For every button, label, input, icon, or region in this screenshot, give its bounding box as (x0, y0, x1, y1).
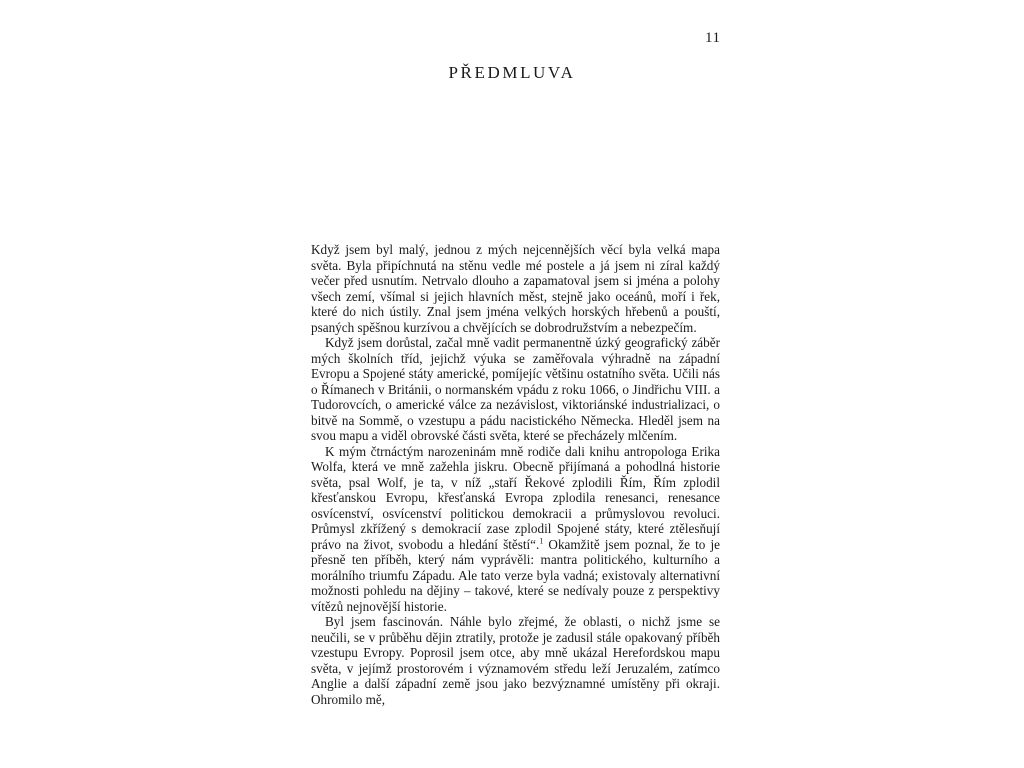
chapter-title: PŘEDMLUVA (448, 63, 576, 82)
page-number: 11 (705, 30, 721, 46)
paragraph: Byl jsem fascinován. Náhle bylo zřejmé, že oblasti, o nichž jsme se neučili, se v průběhu dějin ztratily, protože je zadusil stále opakovaný příběh vzestupu Evropy. Poprosil jsem otce, aby mně ukázal Herefordskou mapu světa, v jejímž prostorovém i významovém středu leží Jeruzalém, zatímco Anglie a další západní země jsou jako bezvýznamné umístěny při okraji. Ohromilo mě, (311, 614, 720, 707)
paragraph: Když jsem dorůstal, začal mně vadit permanentně úzký geografický záběr mých školních tříd, jejichž výuka se zaměřovala výhradně na západní Evropu a Spojené státy americké, pomíjejíc většinu ostatního světa. Učili nás o Římanech v Británii, o normanském vpádu z roku 1066, o Jindřichu VIII. a Tudorovcích, o americké válce za nezávislost, viktoriánské industrializaci, o bitvě na Sommě, o vzestupu a pádu nacistického Německa. Hleděl jsem na svou mapu a viděl obrovské části světa, které se přecházely mlčením. (311, 335, 720, 443)
body-text (311, 242, 720, 707)
paragraph (311, 444, 720, 615)
paragraph: Když jsem byl malý, jednou z mých nejcennějších věcí byla velká mapa světa. Byla připíchnutá na stěnu vedle mé postele a já jsem ni zíral každý večer před usnutím. Netrvalo dlouho a zapamatoval jsem si jména a polohy všech zemí, všímal si jejich hlavních měst, stejně jako oceánů, moří i řek, které do nich ústily. Znal jsem jména velkých horských hřebenů a pouští, psaných spěšnou kurzívou a chvějících se dobrodružstvím a nebezpečím. (311, 242, 720, 335)
paragraph-text: K mým čtrnáctým narozeninám mně rodiče dali knihu antropologa Erika Wolfa, která ve mně zažehla jiskru. Obecně přijímaná a pohodlná historie světa, psal Wolf, je ta, v níž „staří Řekové zplodili Řím, Řím zplodil křesťanskou Evropu, křesťanská Evropa zplodila renesanci, renesance osvícenství, osvícenství politickou demokracii a průmyslovou revoluci. Průmysl zkřížený s demokracií zase zplodil Spojené státy, které ztělesňují právo na život, svobodu a hledání štěstí“. (311, 443, 720, 552)
footnote-marker: 1 (539, 536, 544, 546)
paragraph-text: Okamžitě jsem poznal, že to je přesně ten příběh, který nám vyprávěli: mantra politického, kulturního a morálního triumfu Západu. Ale tato verze byla vadná; existovaly alternativní možnosti pohledu na dějiny – takové, které se nedívaly pouze z perspektivy vítězů nejnovější historie. (311, 536, 720, 614)
